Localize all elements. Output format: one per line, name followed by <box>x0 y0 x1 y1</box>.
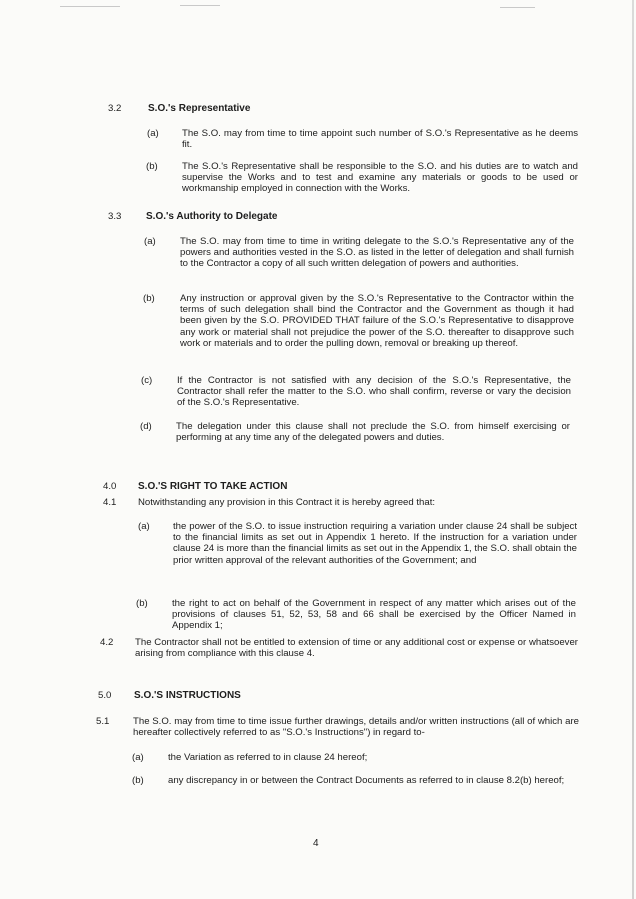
item-text: The delegation under this clause shall not preclude the S.O. from himself exercising or performing at any time any of the delegated powers and duties. <box>176 421 570 444</box>
item-text: The S.O. may from time to time appoint such number of S.O.'s Representative as he deems fit. <box>182 128 578 151</box>
clause-heading: S.O.'s Authority to Delegate <box>146 211 278 222</box>
scan-mark <box>60 6 120 7</box>
item-label: (b) <box>146 161 158 172</box>
clause-number: 5.0 <box>98 690 112 701</box>
item-label: (b) <box>132 775 144 786</box>
scan-mark <box>500 7 535 8</box>
item-label: (b) <box>136 598 148 609</box>
clause-text: Notwithstanding any provision in this Contract it is hereby agreed that: <box>138 497 436 508</box>
clause-number: 4.2 <box>100 637 114 648</box>
item-text: the Variation as referred to in clause 24 hereof; <box>168 752 368 763</box>
item-text: If the Contractor is not satisfied with any decision of the S.O.'s Representative, the Contractor shall refer the matter to the S.O. who shall confirm, reverse or vary the decision of the S.O.'s Representative. <box>177 375 571 409</box>
item-label: (b) <box>143 293 155 304</box>
item-text: Any instruction or approval given by the S.O.'s Representative to the Contractor within the terms of such delegation shall bind the Contractor and the Government as though it had been given by the S.O. PROVIDED THAT failure of the S.O.'s Representative to disapprove any work or material shall not prejudice the power of the S.O. thereafter to disapprove such work or materials and to order the pulling down, removal or breaking up thereof. <box>180 293 574 349</box>
item-label: (c) <box>141 375 153 386</box>
clause-text: The Contractor shall not be entitled to extension of time or any additional cost or expense or whatsoever arising from compliance with this clause 4. <box>135 637 578 660</box>
item-text: any discrepancy in or between the Contract Documents as referred to in clause 8.2(b) hereof; <box>168 775 565 786</box>
clause-number: 3.2 <box>108 103 122 114</box>
scan-edge <box>632 0 634 899</box>
clause-heading: S.O.'s Representative <box>148 103 251 114</box>
section-heading: S.O.'S INSTRUCTIONS <box>134 690 241 701</box>
item-label: (a) <box>132 752 144 763</box>
clause-number: 3.3 <box>108 211 122 222</box>
clause-number: 4.0 <box>103 481 117 492</box>
item-label: (d) <box>140 421 152 432</box>
page-number: 4 <box>313 838 319 849</box>
item-text: the right to act on behalf of the Government in respect of any matter which arises out of the provisions of clauses 51, 52, 53, 58 and 66 shall be exercised by the Officer Named in Appendix 1; <box>172 598 576 632</box>
item-label: (a) <box>147 128 159 139</box>
item-text: The S.O.'s Representative shall be responsible to the S.O. and his duties are to watch and supervise the Works and to test and examine any materials or goods to be used or workmanship employed in connection with the Works. <box>182 161 578 195</box>
item-label: (a) <box>144 236 156 247</box>
item-label: (a) <box>138 521 150 532</box>
item-text: The S.O. may from time to time in writing delegate to the S.O.'s Representative any of the powers and authorities vested in the S.O. as listed in the letter of delegation and shall furnish to the Contractor a copy of all such written delegation of powers and authorities. <box>180 236 574 270</box>
scan-mark <box>180 5 220 6</box>
clause-number: 5.1 <box>96 716 110 727</box>
item-text: the power of the S.O. to issue instruction requiring a variation under clause 24 shall be subject to the financial limits as set out in Appendix 1 hereto. If the instruction for a variation under clause 24 is more than the financial limits as set out in the Appendix 1, the S.O. shall obtain the prior written approval of the relevant authorities of the Government; and <box>173 521 577 566</box>
clause-text: The S.O. may from time to time issue further drawings, details and/or written instructions (all of which are hereafter collectively referred to as "S.O.'s Instructions") in regard to- <box>133 716 579 739</box>
clause-number: 4.1 <box>103 497 117 508</box>
section-heading: S.O.'S RIGHT TO TAKE ACTION <box>138 481 288 492</box>
